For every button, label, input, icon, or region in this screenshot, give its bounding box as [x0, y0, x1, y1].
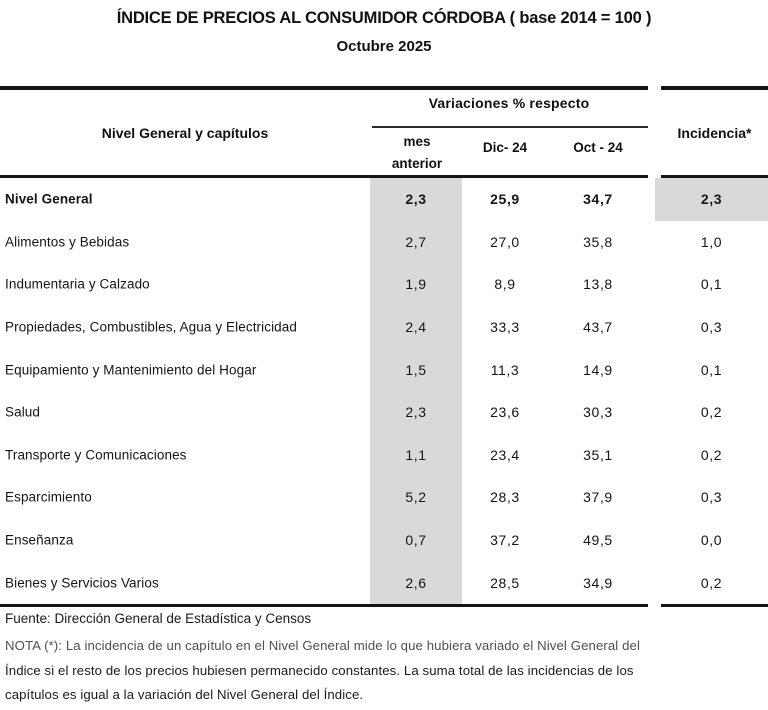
- row-value-dic24: 28,3: [490, 489, 520, 506]
- row-value-oct24: 30,3: [583, 404, 613, 421]
- row-value-dic24: 23,4: [490, 446, 520, 463]
- mes-line2: anterior: [391, 156, 443, 171]
- table-top-rule-main: [0, 86, 648, 90]
- variaciones-underline-rule: [372, 126, 648, 128]
- row-value-mes: 2,3: [405, 404, 427, 421]
- table-row: [0, 519, 768, 562]
- row-label: Bienes y Servicios Varios: [5, 575, 159, 591]
- row-label: Salud: [5, 404, 41, 420]
- row-value-oct24: 35,8: [583, 233, 613, 250]
- column-header-oct24: Oct - 24: [573, 140, 623, 155]
- column-group-variaciones: Variaciones % respecto: [428, 95, 590, 111]
- row-value-mes: 0,7: [405, 532, 427, 549]
- table-row: [0, 434, 768, 477]
- table-row: [0, 178, 768, 221]
- note-line-2: Índice si el resto de los precios hubiesen permanecido constantes. La suma total de las incidencias de los: [5, 663, 634, 678]
- table-bottom-rule-main: [0, 604, 648, 607]
- row-value-dic24: 27,0: [490, 233, 520, 250]
- row-value-oct24: 43,7: [583, 319, 613, 336]
- row-label: Indumentaria y Calzado: [5, 276, 150, 292]
- column-header-chapters: Nivel General y capítulos: [101, 125, 269, 141]
- source-line: Fuente: Dirección General de Estadística y Censos: [5, 611, 312, 626]
- row-value-oct24: 35,1: [583, 446, 613, 463]
- row-value-dic24: 37,2: [490, 532, 520, 549]
- row-value-oct24: 37,9: [583, 489, 613, 506]
- table-row: [0, 476, 768, 519]
- row-value-incidencia: 0,1: [700, 361, 723, 378]
- row-value-incidencia: 2,3: [700, 191, 723, 208]
- row-value-mes: 5,2: [405, 489, 427, 506]
- table-row: [0, 561, 768, 604]
- table-row: [0, 306, 768, 349]
- row-value-incidencia: 0,2: [700, 574, 723, 591]
- column-header-mes-anterior: [372, 131, 462, 175]
- row-value-mes: 2,4: [405, 319, 427, 336]
- table-row: [0, 263, 768, 306]
- row-label: Esparcimiento: [5, 489, 92, 505]
- row-value-mes: 2,6: [405, 574, 427, 591]
- row-value-incidencia: 0,1: [700, 276, 723, 293]
- row-value-incidencia: 0,3: [700, 319, 723, 336]
- row-value-dic24: 8,9: [494, 276, 516, 293]
- row-value-oct24: 13,8: [583, 276, 613, 293]
- table-top-rule-incidencia: [661, 86, 768, 90]
- column-header-incidencia: Incidencia*: [677, 125, 752, 141]
- row-label: Propiedades, Combustibles, Agua y Electricidad: [5, 319, 298, 335]
- row-value-mes: 2,3: [405, 191, 427, 208]
- row-value-oct24: 34,7: [583, 191, 613, 208]
- row-value-mes: 1,1: [405, 446, 427, 463]
- table-body: [0, 178, 768, 604]
- page-title: ÍNDICE DE PRECIOS AL CONSUMIDOR CÓRDOBA ( base 2014 = 100 ): [116, 9, 652, 27]
- row-value-dic24: 11,3: [490, 361, 520, 378]
- table-bottom-rule-incidencia: [661, 604, 768, 607]
- row-label: Alimentos y Bebidas: [5, 234, 130, 250]
- row-value-dic24: 25,9: [490, 191, 520, 208]
- row-value-incidencia: 0,2: [700, 446, 723, 463]
- row-label: Equipamiento y Mantenimiento del Hogar: [5, 362, 257, 378]
- row-label: Transporte y Comunicaciones: [5, 447, 187, 463]
- note-line-3: capítulos es igual a la variación del Nivel General del Índice.: [5, 687, 364, 702]
- mes-line1: mes: [403, 134, 431, 149]
- column-header-dic24: Dic- 24: [482, 140, 528, 155]
- row-value-incidencia: 0,3: [700, 489, 723, 506]
- page-subtitle: Octubre 2025: [336, 38, 432, 55]
- row-value-mes: 1,5: [405, 361, 427, 378]
- note-line-1: NOTA (*): La incidencia de un capítulo en el Nivel General mide lo que hubiera variado el Nivel General del: [5, 638, 641, 653]
- row-value-mes: 1,9: [405, 276, 427, 293]
- row-value-oct24: 14,9: [583, 361, 613, 378]
- table-row: [0, 391, 768, 434]
- table-row: [0, 221, 768, 264]
- row-value-dic24: 33,3: [490, 319, 520, 336]
- row-value-dic24: 23,6: [490, 404, 520, 421]
- row-value-incidencia: 0,0: [700, 532, 723, 549]
- row-value-mes: 2,7: [405, 233, 427, 250]
- row-value-incidencia: 1,0: [700, 233, 723, 250]
- row-value-incidencia: 0,2: [700, 404, 723, 421]
- row-value-dic24: 28,5: [490, 574, 520, 591]
- table-row: [0, 348, 768, 391]
- row-label: Nivel General: [5, 191, 93, 207]
- row-label: Enseñanza: [5, 532, 74, 548]
- row-value-oct24: 49,5: [583, 532, 613, 549]
- row-value-oct24: 34,9: [583, 574, 613, 591]
